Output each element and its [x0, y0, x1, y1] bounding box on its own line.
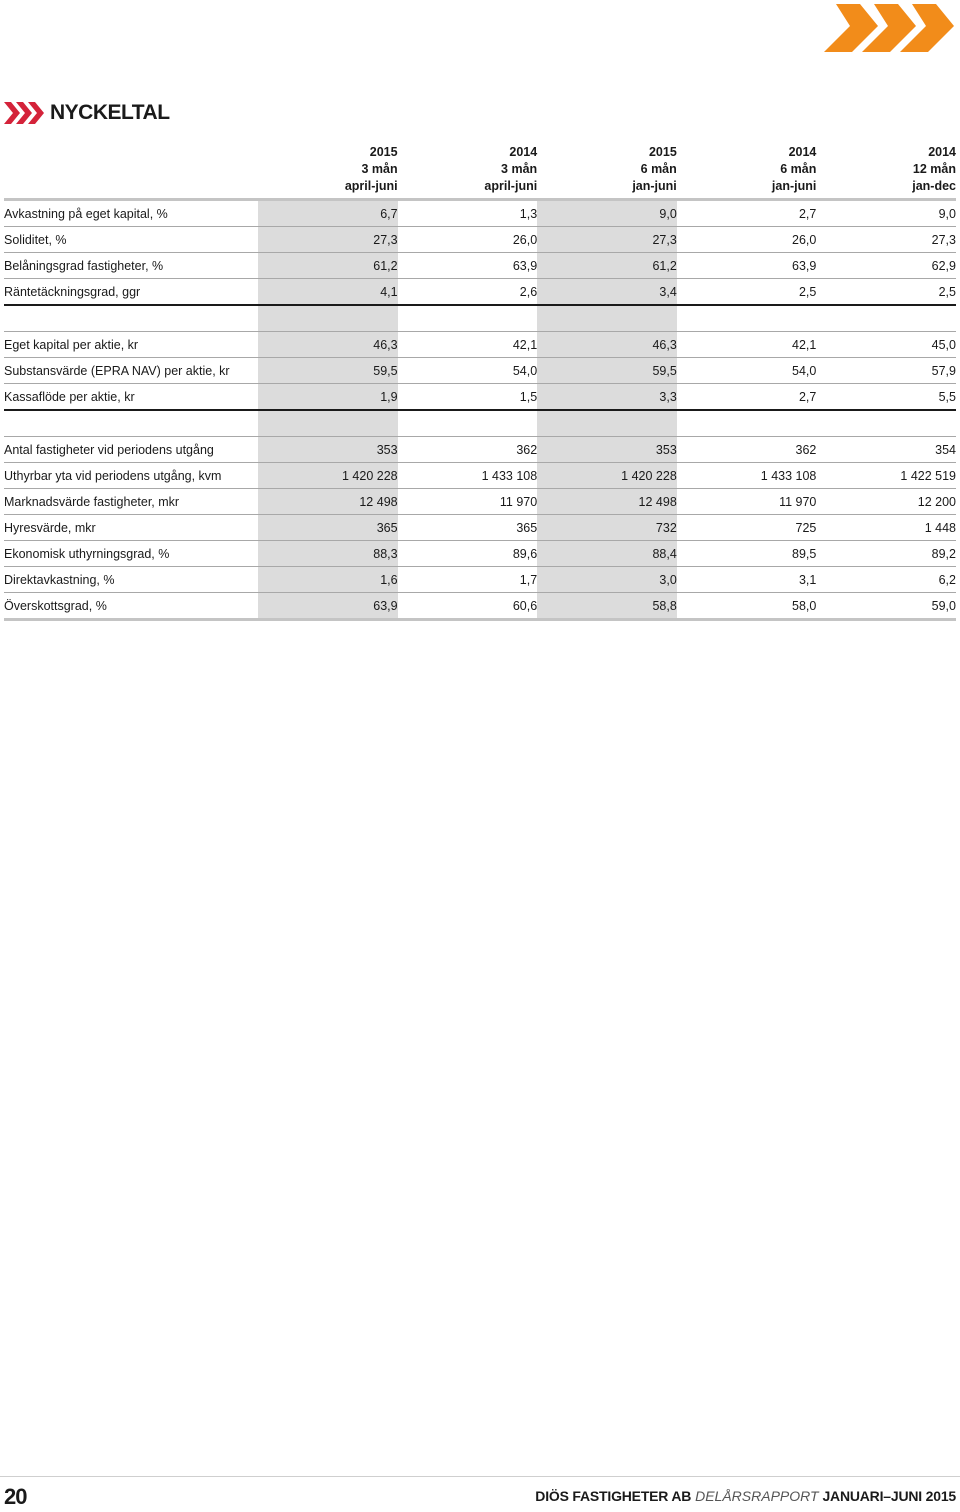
- row-label: Marknadsvärde fastigheter, mkr: [4, 489, 258, 515]
- value-cell: 1,6: [258, 567, 398, 593]
- table-row: [4, 541, 956, 567]
- value-cell: 46,3: [258, 332, 398, 358]
- value-cell: 6,2: [816, 567, 956, 593]
- value-cell: 60,6: [398, 593, 538, 620]
- spacer-cell: [258, 305, 398, 332]
- value-cell: 26,0: [677, 227, 817, 253]
- value-cell: 732: [537, 515, 677, 541]
- row-label: Räntetäckningsgrad, ggr: [4, 279, 258, 306]
- spacer-cell: [398, 410, 538, 437]
- value-cell: 62,9: [816, 253, 956, 279]
- spacer-cell: [677, 410, 817, 437]
- value-cell: 3,0: [537, 567, 677, 593]
- value-cell: 1,3: [398, 200, 538, 227]
- value-cell: 45,0: [816, 332, 956, 358]
- value-cell: 89,5: [677, 541, 817, 567]
- value-cell: 1 422 519: [816, 463, 956, 489]
- column-header-1: 2015 3 mån april-juni: [258, 144, 398, 200]
- red-chevrons-icon: [4, 102, 46, 124]
- value-cell: 3,1: [677, 567, 817, 593]
- section-title: NYCKELTAL: [50, 101, 170, 124]
- row-label: Direktavkastning, %: [4, 567, 258, 593]
- row-label: Uthyrbar yta vid periodens utgång, kvm: [4, 463, 258, 489]
- value-cell: 12 200: [816, 489, 956, 515]
- table-row: [4, 489, 956, 515]
- value-cell: 5,5: [816, 384, 956, 411]
- row-label: Överskottsgrad, %: [4, 593, 258, 620]
- value-cell: 26,0: [398, 227, 538, 253]
- row-label: Soliditet, %: [4, 227, 258, 253]
- value-cell: 1,7: [398, 567, 538, 593]
- row-label: Hyresvärde, mkr: [4, 515, 258, 541]
- table-row: [4, 567, 956, 593]
- value-cell: 2,5: [677, 279, 817, 306]
- value-cell: 57,9: [816, 358, 956, 384]
- value-cell: 1 433 108: [677, 463, 817, 489]
- spacer-cell: [4, 305, 258, 332]
- value-cell: 6,7: [258, 200, 398, 227]
- value-cell: 42,1: [398, 332, 538, 358]
- spacer-cell: [677, 305, 817, 332]
- row-label: Ekonomisk uthyrningsgrad, %: [4, 541, 258, 567]
- header-row: [4, 144, 956, 200]
- spacer-cell: [537, 305, 677, 332]
- footer-report: DELÅRSRAPPORT: [695, 1488, 819, 1504]
- value-cell: 61,2: [258, 253, 398, 279]
- table-row: [4, 593, 956, 620]
- footer-text: [535, 1488, 956, 1504]
- value-cell: 58,0: [677, 593, 817, 620]
- value-cell: 63,9: [258, 593, 398, 620]
- page-number: 20: [4, 1484, 27, 1509]
- spacer-cell: [398, 305, 538, 332]
- footer-divider: [0, 1476, 960, 1477]
- value-cell: 89,6: [398, 541, 538, 567]
- value-cell: 63,9: [677, 253, 817, 279]
- header-label-cell: [4, 144, 258, 200]
- table-row: [4, 384, 956, 411]
- spacer-cell: [537, 410, 677, 437]
- value-cell: 27,3: [258, 227, 398, 253]
- value-cell: 354: [816, 437, 956, 463]
- table-row: [4, 358, 956, 384]
- value-cell: 11 970: [398, 489, 538, 515]
- group-spacer-row: [4, 305, 956, 332]
- value-cell: 353: [537, 437, 677, 463]
- value-cell: 59,5: [537, 358, 677, 384]
- value-cell: 54,0: [398, 358, 538, 384]
- kpi-body: [4, 200, 956, 620]
- value-cell: 2,7: [677, 384, 817, 411]
- value-cell: 58,8: [537, 593, 677, 620]
- value-cell: 1 420 228: [258, 463, 398, 489]
- column-header-3: 2015 6 mån jan-juni: [537, 144, 677, 200]
- value-cell: 1,9: [258, 384, 398, 411]
- footer-company: DIÖS FASTIGHETER AB: [535, 1488, 692, 1504]
- value-cell: 3,4: [537, 279, 677, 306]
- value-cell: 2,5: [816, 279, 956, 306]
- value-cell: 61,2: [537, 253, 677, 279]
- row-label: Eget kapital per aktie, kr: [4, 332, 258, 358]
- value-cell: 1 420 228: [537, 463, 677, 489]
- value-cell: 89,2: [816, 541, 956, 567]
- row-label: Substansvärde (EPRA NAV) per aktie, kr: [4, 358, 258, 384]
- column-header-4: 2014 6 mån jan-juni: [677, 144, 817, 200]
- value-cell: 46,3: [537, 332, 677, 358]
- value-cell: 12 498: [258, 489, 398, 515]
- value-cell: 59,5: [258, 358, 398, 384]
- table-row: [4, 279, 956, 306]
- value-cell: 59,0: [816, 593, 956, 620]
- group-spacer-row: [4, 410, 956, 437]
- value-cell: 9,0: [537, 200, 677, 227]
- value-cell: 12 498: [537, 489, 677, 515]
- kpi-table: [4, 144, 956, 621]
- value-cell: 3,3: [537, 384, 677, 411]
- value-cell: 365: [398, 515, 538, 541]
- value-cell: 11 970: [677, 489, 817, 515]
- value-cell: 353: [258, 437, 398, 463]
- value-cell: 27,3: [816, 227, 956, 253]
- section-heading: [4, 100, 170, 126]
- table-row: [4, 200, 956, 227]
- row-label: Belåningsgrad fastigheter, %: [4, 253, 258, 279]
- table-row: [4, 515, 956, 541]
- value-cell: 4,1: [258, 279, 398, 306]
- value-cell: 1,5: [398, 384, 538, 411]
- column-header-5: 2014 12 mån jan-dec: [816, 144, 956, 200]
- value-cell: 362: [398, 437, 538, 463]
- column-header-2: 2014 3 mån april-juni: [398, 144, 538, 200]
- table-row: [4, 437, 956, 463]
- table-row: [4, 463, 956, 489]
- value-cell: 2,7: [677, 200, 817, 227]
- value-cell: 725: [677, 515, 817, 541]
- value-cell: 27,3: [537, 227, 677, 253]
- table-row: [4, 253, 956, 279]
- value-cell: 1 448: [816, 515, 956, 541]
- value-cell: 362: [677, 437, 817, 463]
- table-row: [4, 227, 956, 253]
- value-cell: 2,6: [398, 279, 538, 306]
- value-cell: 1 433 108: [398, 463, 538, 489]
- value-cell: 42,1: [677, 332, 817, 358]
- spacer-cell: [4, 410, 258, 437]
- row-label: Kassaflöde per aktie, kr: [4, 384, 258, 411]
- value-cell: 9,0: [816, 200, 956, 227]
- spacer-cell: [258, 410, 398, 437]
- spacer-cell: [816, 305, 956, 332]
- table-row: [4, 332, 956, 358]
- row-label: Antal fastigheter vid periodens utgång: [4, 437, 258, 463]
- row-label: Avkastning på eget kapital, %: [4, 200, 258, 227]
- value-cell: 365: [258, 515, 398, 541]
- value-cell: 88,4: [537, 541, 677, 567]
- orange-chevrons-icon: [820, 0, 960, 56]
- value-cell: 54,0: [677, 358, 817, 384]
- footer-period: JANUARI–JUNI 2015: [822, 1488, 956, 1504]
- spacer-cell: [816, 410, 956, 437]
- value-cell: 88,3: [258, 541, 398, 567]
- value-cell: 63,9: [398, 253, 538, 279]
